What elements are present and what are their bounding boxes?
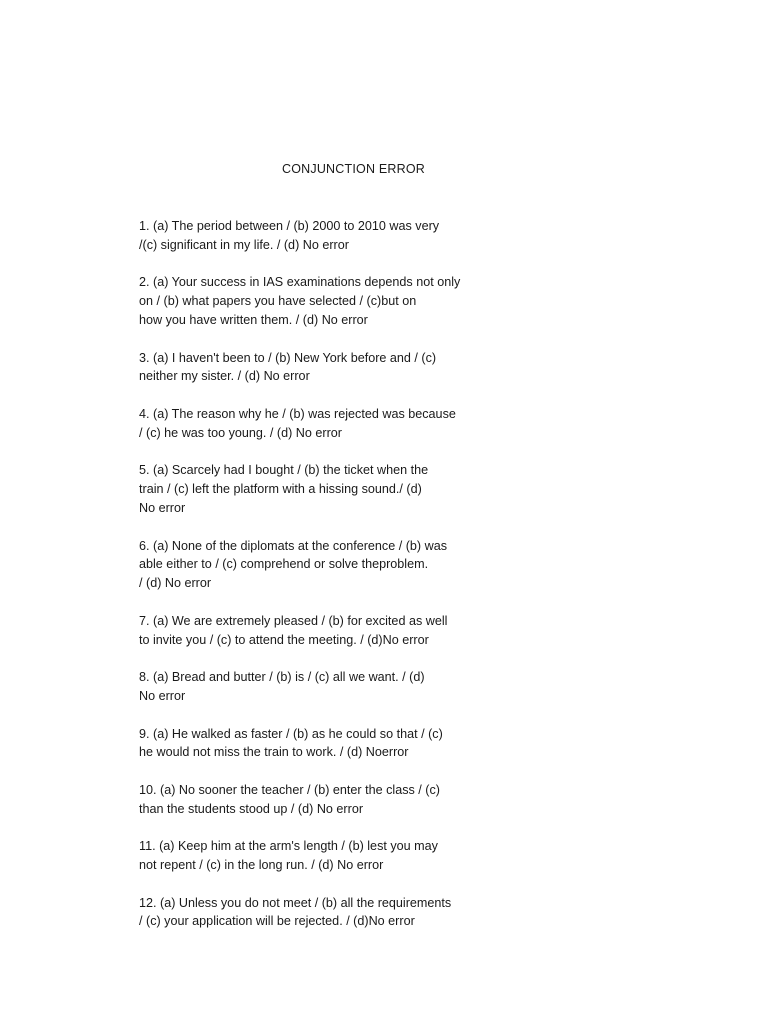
question-item (139, 837, 479, 875)
question-item (139, 781, 479, 819)
question-line: 12. (a) Unless you do not meet / (b) all the requirements (139, 895, 452, 910)
question-line: /(c) significant in my life. / (d) No error (139, 237, 349, 252)
question-line: / (c) your application will be rejected. / (d)No error (139, 914, 415, 929)
question-line: 1. (a) The period between / (b) 2000 to 2010 was very (139, 219, 440, 233)
question-line: 3. (a) I haven't been to / (b) New York before and / (c) (139, 350, 437, 365)
question-item (139, 217, 479, 255)
question-line: 2. (a) Your success in IAS examinations depends not only (139, 275, 461, 290)
question-line: / (c) he was too young. / (d) No error (139, 425, 342, 440)
question-line: how you have written them. / (d) No error (139, 312, 368, 327)
question-item (139, 461, 479, 517)
question-line: 4. (a) The reason why he / (b) was rejected was because (139, 406, 456, 421)
question-line: than the students stood up / (d) No error (139, 801, 364, 816)
question-line: 10. (a) No sooner the teacher / (b) enter the class / (c) (139, 782, 440, 797)
question-line: not repent / (c) in the long run. / (d) No error (139, 858, 384, 873)
question-line: 7. (a) We are extremely pleased / (b) for excited as well (139, 613, 448, 628)
question-line: 5. (a) Scarcely had I bought / (b) the ticket when the (139, 463, 429, 478)
question-item (139, 405, 479, 443)
question-line: / (d) No error (139, 576, 212, 591)
question-item (139, 894, 479, 932)
question-line: he would not miss the train to work. / (d) Noerror (139, 745, 409, 760)
question-line: neither my sister. / (d) No error (139, 369, 310, 384)
question-item (139, 668, 479, 706)
question-item (139, 612, 479, 650)
question-line: to invite you / (c) to attend the meeting. / (d)No error (139, 632, 429, 647)
question-line: train / (c) left the platform with a hissing sound./ (d) (139, 482, 422, 497)
question-item (139, 349, 479, 387)
question-list (139, 217, 479, 950)
document-title: CONJUNCTION ERROR (282, 162, 425, 176)
question-item (139, 537, 479, 593)
question-line: 11. (a) Keep him at the arm's length / (b) lest you may (139, 839, 438, 854)
question-line: 6. (a) None of the diplomats at the conference / (b) was (139, 538, 448, 553)
question-line: 8. (a) Bread and butter / (b) is / (c) all we want. / (d) (139, 670, 425, 685)
question-line: on / (b) what papers you have selected / (c)but on (139, 294, 417, 309)
question-line: able either to / (c) comprehend or solve theproblem. (139, 557, 429, 572)
question-line: No error (139, 688, 186, 703)
question-line: No error (139, 500, 186, 515)
question-item (139, 725, 479, 763)
question-line: 9. (a) He walked as faster / (b) as he could so that / (c) (139, 726, 443, 741)
question-item (139, 273, 479, 329)
